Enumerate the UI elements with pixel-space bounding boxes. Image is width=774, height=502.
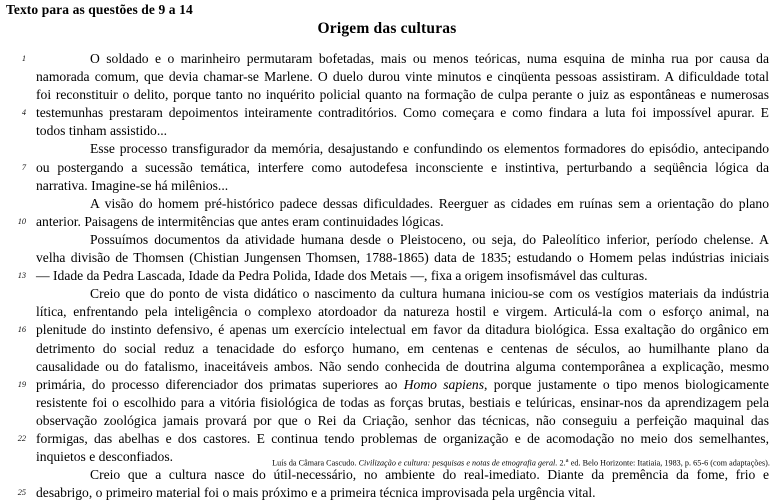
text-line (36, 68, 769, 86)
text-line (36, 86, 769, 104)
text-line (36, 285, 769, 303)
line-text: lítica, enfrentando pela inteligência o complexo atordoador da natureza hostil e virgem. Articulá-la com o esforço animal, na (36, 304, 769, 320)
line-number: 19 (17, 379, 26, 389)
source-work-title: Civilização e cultura: pesquisas e notas de etnografia geral. (358, 459, 558, 468)
line-text: todos tinham assistido... (36, 123, 168, 139)
line-text: namorada comum, que devia chamar-se Marlene. O duelo durou vinte minutos e cinqüenta pessoas assistiram. A dificuldade total (36, 69, 769, 85)
scientific-name: Homo sapiens (403, 376, 485, 392)
text-line (36, 466, 769, 484)
text-line (17, 430, 769, 448)
text-line (17, 213, 769, 231)
text-line (21, 159, 769, 177)
line-number: 10 (17, 216, 26, 226)
page-title: Origem das culturas (317, 20, 457, 37)
source-author: Luís da Câmara Cascudo. (272, 459, 357, 468)
text-line (36, 249, 769, 267)
text-body (17, 50, 769, 502)
text-line (36, 303, 769, 321)
line-number: 13 (17, 271, 26, 281)
text-line (17, 267, 769, 285)
line-text: observação zoológica jamais provará por que o Rei da Criação, senhor das técnicas, não conseguiu a perfeição maquinal das (36, 412, 769, 428)
line-text: O soldado e o marinheiro permutaram bofetadas, mais ou menos teóricas, numa esquina de minha rua por causa da (90, 51, 769, 66)
line-number: 22 (17, 433, 26, 443)
line-text: Creio que a cultura nasce do útil-necessário, no ambiente do real-imediato. Diante da premência da fome, frio e (90, 467, 769, 483)
text-line (36, 122, 769, 140)
line-text: desabrigo, o primeiro material foi o mais próximo e a primeira técnica improvisada pela urgência vital. (36, 485, 596, 501)
line-text: Creio que do ponto de vista didático o nascimento da cultura humana iniciou-se com os vestígios materiais da indústria (90, 286, 769, 302)
line-text: ou postergando a sucessão temática, interfere como autodefesa inconsciente e instintiva, perturbando a seqüência lógica da (36, 159, 769, 175)
line-number: 7 (21, 162, 26, 172)
line-text: foi reconstituir o delito, porque tanto no inquérito policial quanto na formação de culpa perante o juiz as espontâneas e numerosas (36, 87, 769, 103)
line-text: formigas, das abelhas e dos castores. E continua tendo problemas de organização e de acomodação no meio dos semelhantes, (36, 430, 769, 446)
line-text: detrimento do social reduz a tenacidade do esforço humano, em centenas e centenas de séculos, ao humilhante plano da (36, 340, 769, 356)
text-line (36, 140, 769, 158)
line-text: A visão do homem pré-histórico padece dessas dificuldades. Reerguer as cidades em ruínas sem a orientação do plano (90, 195, 769, 211)
text-line (36, 195, 769, 213)
text-line (17, 321, 769, 339)
line-text: primária, do processo diferenciador dos primatas superiores ao Homo sapiens, porque justamente o tipo menos biologicamente (36, 376, 769, 392)
text-line (36, 231, 769, 249)
line-text: velha divisão de Thomsen (Chistian Jungensen Thomsen, 1788-1865) data de 1835; estudando o Homem pelas indústrias iniciais (36, 250, 769, 266)
text-line (17, 484, 769, 502)
text-line (17, 376, 769, 394)
source-citation (0, 457, 770, 468)
line-text: anterior. Paisagens de intermitências que antes eram continuidades lógicas. (36, 213, 444, 229)
line-text: causalidade ou do fatalismo, inaceitáveis ambos. Não sendo conhecida de doutrina alguma contemporânea a explicação, mesmo (36, 358, 769, 374)
source-edition-details: ed. Belo Horizonte: Itatiaia, 1983, p. 65-6 (com adaptações). (568, 459, 770, 468)
line-text: plenitude do instinto defensivo, é apenas um exercício intelectual em favor da ditadura biológica. Essa exaltação do orgânico em (36, 322, 769, 338)
line-text: resistente foi o escolhido para a vitória fisiológica de todas as forças brutas, bestiais e telúricas, ensinar-nos da aprendizagem pela (36, 394, 769, 410)
text-line (36, 358, 769, 376)
line-number: 25 (17, 488, 26, 498)
line-number: 1 (21, 54, 26, 63)
text-line (36, 394, 769, 412)
question-range-note: Texto para as questões de 9 a 14 (6, 2, 193, 17)
line-text: inquietos e desconfiados. (36, 449, 174, 465)
text-line (21, 104, 769, 122)
line-text: Esse processo transfigurador da memória, desajustando e confundindo os elementos formadores do episódio, antecipando (90, 141, 769, 157)
line-text: Possuímos documentos da atividade humana desde o Pleistoceno, ou seja, do Paleolítico inferior, período chelense. A (90, 231, 769, 247)
source-edition-prefix: 2. (559, 459, 566, 468)
line-number: 4 (21, 108, 26, 118)
text-line (36, 412, 769, 430)
line-number: 16 (17, 325, 26, 335)
source-edition-ordinal: a (565, 457, 569, 465)
line-text: testemunhas prestaram depoimentos inteiramente contraditórios. Como começara e como findara a luta foi impossível apurar. E (36, 105, 769, 121)
text-line (21, 50, 769, 68)
text-line (36, 340, 769, 358)
line-text: — Idade da Pedra Lascada, Idade da Pedra Polida, Idade dos Metais —, fixa a origem insofismável das culturas. (36, 268, 648, 284)
text-line (36, 177, 769, 195)
line-text: narrativa. Imagine-se há milênios... (36, 177, 229, 193)
